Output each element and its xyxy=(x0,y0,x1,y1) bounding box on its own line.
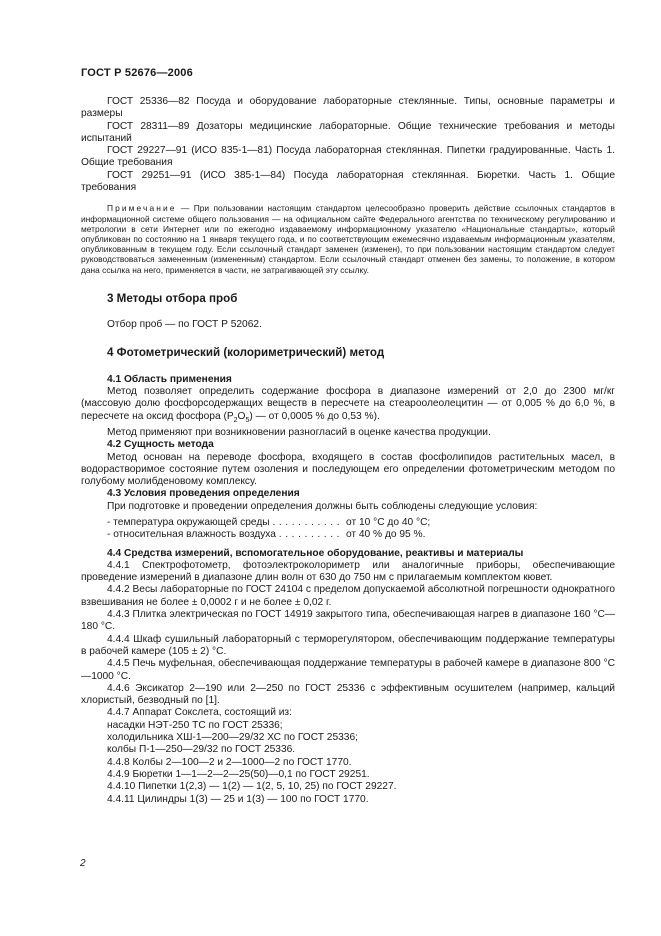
ref-gost-28311: ГОСТ 28311—89 Дозаторы медицинские лабораторные. Общие технические требования и методы испытаний xyxy=(81,120,615,144)
section-4-heading: 4 Фотометрический (колориметрический) метод xyxy=(107,346,385,360)
item-4-4-2: 4.4.2 Весы лабораторные по ГОСТ 24104 с пределом допускаемой абсолютной погрешности однократного взвешивания не более ± 0,0002 г и не более ± 0,02 г. xyxy=(81,584,615,608)
soxhlet-part-3: колбы П-1—250—29/32 по ГОСТ 25336. xyxy=(107,744,296,756)
ref-gost-29251: ГОСТ 29251—91 (ИСО 385-1—84) Посуда лабораторная стеклянная. Бюретки. Часть 1. Общие требования xyxy=(81,169,615,194)
item-4-4-10: 4.4.10 Пипетки 1(2,3) — 1(2) — 1(2, 5, 10, 25) по ГОСТ 29227. xyxy=(107,781,397,793)
item-4-4-7: 4.4.7 Аппарат Сокслета, состоящий из: xyxy=(107,707,292,719)
item-4-4-6: 4.4.6 Эксикатор 2—190 или 2—250 по ГОСТ 25336 с эффективным осушителем (например, кальций хлористый, безводный по [1]. xyxy=(81,682,615,707)
condition-temperature: - температура окружающей среды ........... от 10 °С до 40 °С; xyxy=(107,516,431,528)
section-3-heading: 3 Методы отбора проб xyxy=(107,291,238,305)
section-4-3-text: При подготовке и проведении определения должны быть соблюдены следующие условия: xyxy=(107,500,538,512)
document-header: ГОСТ Р 52676—2006 xyxy=(81,67,193,79)
section-4-1-text: Метод позволяет определить содержание фосфора в диапазоне измерений от 2,0 до 2300 мг/кг (массовую долю фосфорсодержащих веществ в пересчете на стеароолеолецитин — от 0,005 % до 6,0 %, в пересчете на оксид фосфора $(P_2O_5)$ — от 0,0005 % до 0,53 %). xyxy=(81,385,615,424)
ref-gost-25336: ГОСТ 25336—82 Посуда и оборудование лабораторные стеклянные. Типы, основные параметры и размеры xyxy=(81,96,615,120)
section-4-1-text-2: Метод применяют при возникновении разногласий в оценке качества продукции. xyxy=(107,426,491,438)
item-4-4-3: 4.4.3 Плитка электрическая по ГОСТ 14919 закрытого типа, обеспечивающая нагрев в диапазоне 160 °С—180 °С. xyxy=(81,609,615,633)
section-3-text: Отбор проб — по ГОСТ Р 52062. xyxy=(107,319,262,331)
item-4-4-5: 4.4.5 Печь муфельная, обеспечивающая поддержание температуры в рабочей камере в диапазоне 800 °С—1000 °С. xyxy=(81,658,615,682)
section-4-2-heading: 4.2 Сущность метода xyxy=(107,439,214,451)
section-4-2-text: Метод основан на переводе фосфора, входящего в состав фосфолипидов растительных масел, в водорастворимое состояние путем озоления и последующем его определении фотометрическим методом по голубому молибденовому комплексу. xyxy=(81,451,615,488)
item-4-4-1: 4.4.1 Спектрофотометр, фотоэлектроколориметр или аналогичные приборы, обеспечивающие проведение измерений в диапазоне длин волн от 630 до 750 нм с прилагаемым комплектом кювет. xyxy=(81,559,615,584)
note-paragraph xyxy=(81,203,615,274)
document-body xyxy=(81,96,615,806)
soxhlet-part-2: холодильника ХШ-1—200—29/32 ХС по ГОСТ 25336; xyxy=(107,732,358,744)
section-4-3-heading: 4.3 Условия проведения определения xyxy=(107,488,300,500)
item-4-4-4: 4.4.4 Шкаф сушильный лабораторный с терморегулятором, обеспечивающим поддержание температуры в рабочей камере (105 ± 2) °С. xyxy=(81,633,615,657)
page-number: 2 xyxy=(80,858,86,869)
ref-gost-29227: ГОСТ 29227—91 (ИСО 835-1—81) Посуда лабораторная стеклянная. Пипетки градуированные. Часть 1. Общие требования xyxy=(81,145,615,169)
item-4-4-9: 4.4.9 Бюретки 1—1—2—2—25(50)—0,1 по ГОСТ 29251. xyxy=(107,768,370,780)
section-4-4-heading: 4.4 Средства измерений, вспомогательное оборудование, реактивы и материалы xyxy=(107,547,524,559)
note-text: — При пользовании настоящим стандартом целесообразно проверить действие ссылочных стандартов в информационной системе общего пользования — на официальном сайте Федерального агентства по техническому регулированию и метрологии в сети Интернет или по ежегодно издаваемому информационному указателю «Национальные стандарты», который опубликован по состоянию на 1 января текущего года, и по соответствующим ежемесячно издаваемым информационным указателям, опубликованным в текущем году. Если ссылочный стандарт заменен (изменен), то при пользовании настоящим стандартом следует руководствоваться замененным (измененным) стандартом. Если ссылочный стандарт отменен без замены, то положение, в котором дана ссылка на него, применяется в части, не затрагивающей эту ссылку. xyxy=(81,203,615,275)
condition-humidity: - относительная влажность воздуха .......... от 40 % до 95 %. xyxy=(107,529,426,541)
item-4-4-11: 4.4.11 Цилиндры 1(3) — 25 и 1(3) — 100 по ГОСТ 1770. xyxy=(107,793,369,805)
note-label: Примечание xyxy=(107,203,177,214)
section-4-1-heading: 4.1 Область применения xyxy=(107,373,232,385)
soxhlet-part-1: насадки НЭТ-250 ТС по ГОСТ 25336; xyxy=(107,719,283,731)
item-4-4-8: 4.4.8 Колбы 2—100—2 и 2—1000—2 по ГОСТ 1770. xyxy=(107,756,352,768)
